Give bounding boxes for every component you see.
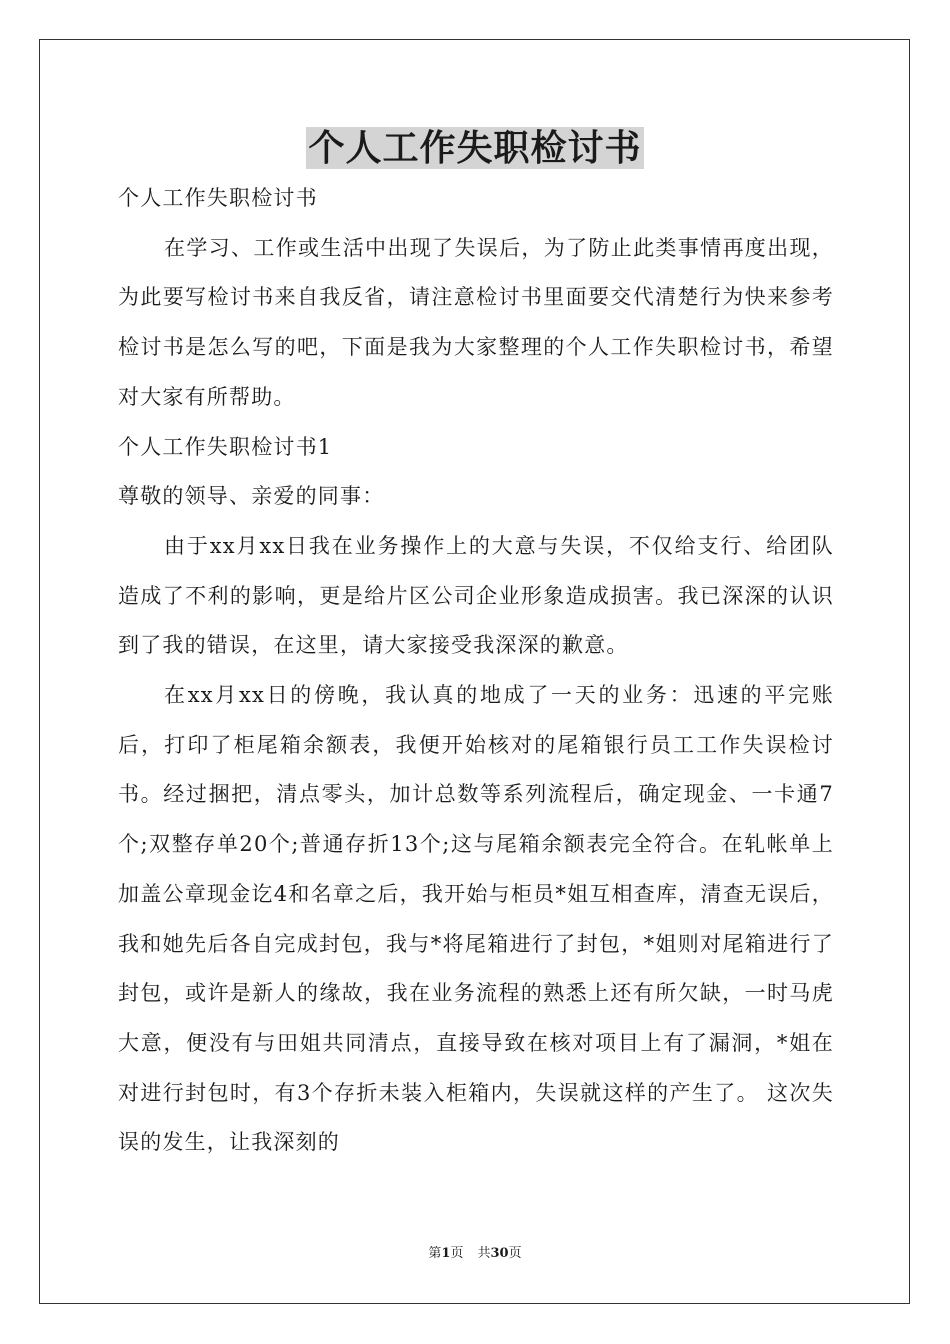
body-paragraph-1: 由于xx月xx日我在业务操作上的大意与失误，不仅给支行、给团队造成了不利的影响，更是给片区公司企业形象造成损害。我已深深的认识到了我的错误，在这里，请大家接受我深深的歉意。: [118, 533, 834, 658]
footer-total-unit: 页: [508, 1246, 522, 1261]
section-heading: 个人工作失职检讨书1: [118, 434, 333, 459]
subtitle-line: 个人工作失职检讨书: [118, 186, 318, 210]
footer-page-prefix: 第: [428, 1246, 442, 1261]
footer-page-total: 30: [490, 1246, 509, 1261]
document-title: [0, 124, 950, 172]
intro-paragraph: 在学习、工作或生活中出现了失误后，为了防止此类事情再度出现，为此要写检讨书来自我反省，请注意检讨书里面要交代清楚行为快来参考检讨书是怎么写的吧，下面是我为大家整理的个人工作失职检讨书，希望对大家有所帮助。: [118, 235, 834, 409]
document-title-text: 个人工作失职检讨书: [308, 127, 642, 169]
footer-page-current: 1: [441, 1246, 451, 1261]
page-footer: [0, 1245, 950, 1263]
salutation: 尊敬的领导、亲爱的同事：: [118, 484, 385, 509]
footer-page-unit: 页: [450, 1246, 464, 1261]
footer-total-prefix: 共: [477, 1246, 491, 1261]
body-paragraph-2: 在xx月xx日的傍晚，我认真的地成了一天的业务：迅速的平完账后，打印了柜尾箱余额表，我便开始核对的尾箱银行员工工作失误检讨书。经过捆把，清点零头，加计总数等系列流程后，确定现金、一卡通7个;双整存单20个;普通存折13个;这与尾箱余额表完全符合。在轧帐单上加盖公章现金讫4和名章之后，我开始与柜员*姐互相查库，清查无误后，我和她先后各自完成封包，我与*将尾箱进行了封包，*姐则对尾箱进行了封包，或许是新人的缘故，我在业务流程的熟悉上还有所欠缺，一时马虎大意，便没有与田姐共同清点，直接导致在核对项目上有了漏洞，*姐在对进行封包时，有3个存折未装入柜箱内，失误就这样的产生了。 这次失误的发生，让我深刻的: [118, 683, 834, 1155]
document-body: [118, 174, 834, 1168]
